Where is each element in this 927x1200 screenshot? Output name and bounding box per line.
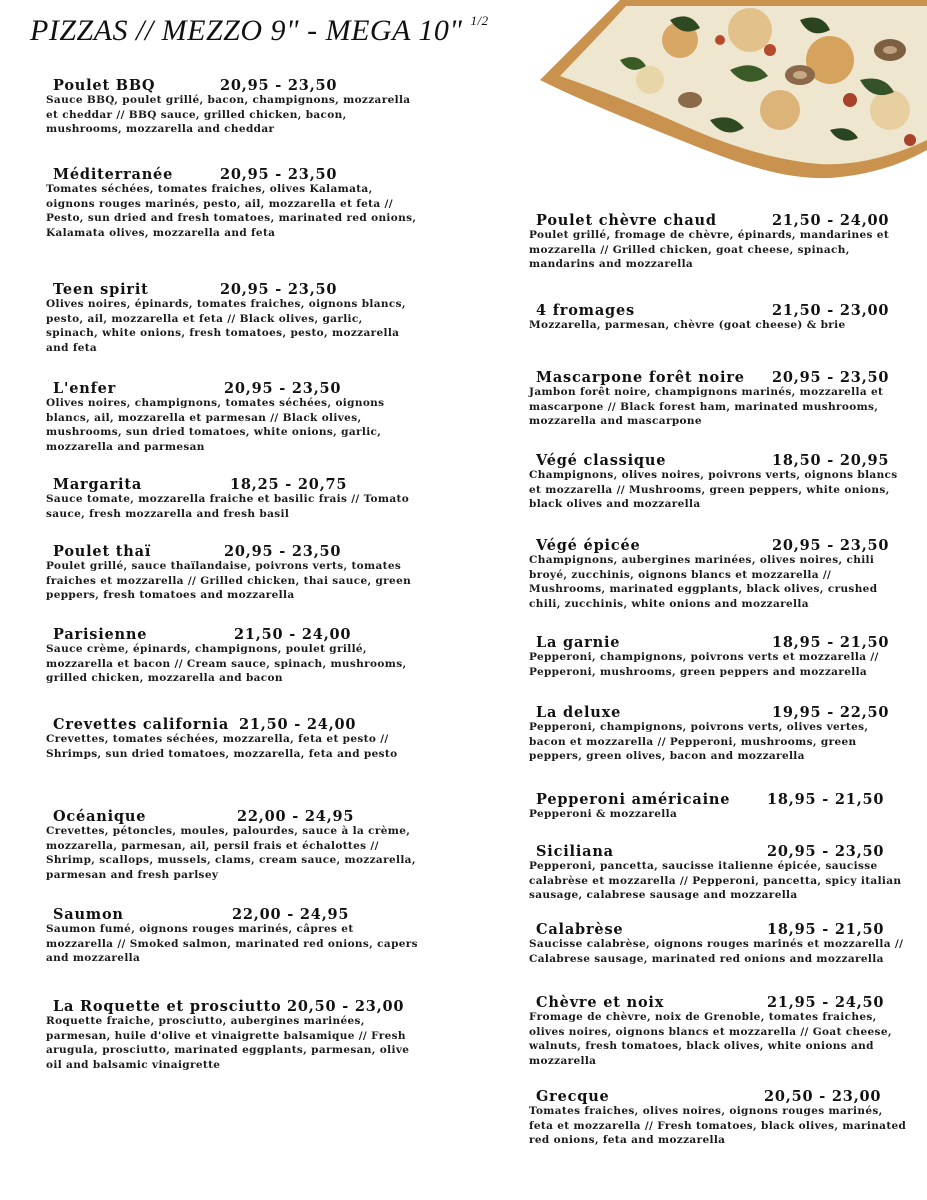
menu-item-price: 20,50 - 23,00 xyxy=(764,1088,882,1105)
menu-item xyxy=(529,843,909,903)
menu-item-name: Parisienne xyxy=(53,626,148,643)
menu-item-price: 20,95 - 23,50 xyxy=(224,380,342,397)
menu-item xyxy=(529,369,909,429)
menu-item-price: 21,50 - 24,00 xyxy=(234,626,352,643)
menu-item-price: 18,50 - 20,95 xyxy=(772,452,890,469)
menu-item-header xyxy=(529,302,909,324)
menu-item-header xyxy=(529,369,909,391)
menu-item xyxy=(529,994,909,1068)
menu-item-name: Calabrèse xyxy=(536,921,624,938)
menu-item-header xyxy=(529,994,909,1016)
menu-item-price: 22,00 - 24,95 xyxy=(232,906,350,923)
menu-item-name: Océanique xyxy=(53,808,147,825)
menu-item-description: Sauce tomate, mozzarella fraiche et basilic frais // Tomato sauce, fresh mozzarella and fresh basil xyxy=(46,493,410,520)
menu-item xyxy=(46,166,418,240)
menu-item-name: Chèvre et noix xyxy=(536,994,665,1011)
menu-item-header xyxy=(529,537,909,559)
pizza-photo xyxy=(530,0,927,190)
menu-item-description: Pepperoni & mozzarella xyxy=(529,808,678,820)
menu-item-header xyxy=(529,791,909,813)
menu-item-name: Poulet BBQ xyxy=(53,77,156,94)
menu-item-description: Jambon forêt noire, champignons marinés, mozzarella et mascarpone // Black forest ham, marinated mushrooms, mozzarella and mascarpone xyxy=(529,386,884,428)
menu-item-name: La Roquette et prosciutto xyxy=(53,998,282,1015)
menu-item-name: 4 fromages xyxy=(536,302,635,319)
menu-item-name: La deluxe xyxy=(536,704,622,721)
menu-item-header xyxy=(46,476,418,498)
menu-item xyxy=(46,281,418,355)
menu-item-name: Grecque xyxy=(536,1088,610,1105)
menu-item-price: 21,50 - 24,00 xyxy=(772,212,890,229)
menu-item xyxy=(46,998,418,1072)
menu-item-description: Champignons, olives noires, poivrons verts, oignons blancs et mozzarella // Mushrooms, green peppers, white onions, black olives and mozzarella xyxy=(529,469,898,511)
menu-item-description: Poulet grillé, sauce thaïlandaise, poivrons verts, tomates fraiches et mozzarella // Grilled chicken, thai sauce, green peppers, fresh tomatoes and mozzarella xyxy=(46,560,412,602)
menu-item-description: Saumon fumé, oignons rouges marinés, câpres et mozzarella // Smoked salmon, marinated red onions, capers and mozzarella xyxy=(46,923,418,965)
menu-item-price: 20,50 - 23,00 xyxy=(287,998,405,1015)
menu-item xyxy=(529,791,909,822)
page-title xyxy=(30,14,489,48)
menu-item-name: Végé classique xyxy=(536,452,667,469)
menu-item-description: Sauce crème, épinards, champignons, poulet grillé, mozzarella et bacon // Cream sauce, spinach, mushrooms, grilled chicken, mozzarella and bacon xyxy=(46,643,407,685)
menu-item-header xyxy=(529,704,909,726)
menu-item-name: Pepperoni américaine xyxy=(536,791,731,808)
menu-item xyxy=(529,452,909,512)
menu-item xyxy=(529,302,909,333)
menu-item-header xyxy=(529,212,909,234)
menu-item-name: Saumon xyxy=(53,906,124,923)
menu-item-description: Tomates fraiches, olives noires, oignons rouges marinés, feta et mozzarella // Fresh tomatoes, black olives, marinated red onions, feta and mozzarella xyxy=(529,1105,907,1147)
menu-item xyxy=(46,906,418,966)
menu-item-description: Crevettes, pétoncles, moules, palourdes, sauce à la crème, mozzarella, parmesan, ail, persil frais et échalottes // Shrimp, scallops, mussels, clams, cream sauce, mozzarella, parmesan and fresh parlsey xyxy=(46,825,416,881)
menu-item-price: 18,95 - 21,50 xyxy=(767,791,885,808)
menu-item-header xyxy=(529,634,909,656)
menu-item-header xyxy=(46,626,418,648)
menu-item xyxy=(529,704,909,764)
menu-item-description: Fromage de chèvre, noix de Grenoble, tomates fraiches, olives noires, oignons blancs et mozzarella // Goat cheese, walnuts, fresh tomatoes, black olives, white onions and mozzarella xyxy=(529,1011,892,1067)
menu-item-description: Crevettes, tomates séchées, mozzarella, feta et pesto // Shrimps, sun dried tomatoes, mozzarella, feta and pesto xyxy=(46,733,398,760)
menu-item-header xyxy=(529,921,909,943)
menu-item-description: Olives noires, épinards, tomates fraiches, oignons blancs, pesto, ail, mozzarella et feta // Black olives, garlic, spinach, white onions, fresh tomatoes, pesto, mozzarella and feta xyxy=(46,298,406,354)
menu-item xyxy=(529,1088,909,1148)
menu-item-name: Teen spirit xyxy=(53,281,149,298)
menu-item-header xyxy=(46,543,418,565)
menu-item-name: Margarita xyxy=(53,476,143,493)
menu-item xyxy=(46,543,418,603)
menu-item-price: 20,95 - 23,50 xyxy=(772,369,890,386)
menu-item-description: Pepperoni, champignons, poivrons verts, olives vertes, bacon et mozzarella // Pepperoni, mushrooms, green peppers, green olives, bacon and mozzarella xyxy=(529,721,869,763)
menu-item-header xyxy=(529,843,909,865)
menu-item-header xyxy=(46,716,418,738)
menu-item-price: 21,95 - 24,50 xyxy=(767,994,885,1011)
menu-item-price: 20,95 - 23,50 xyxy=(220,77,338,94)
menu-item-name: Poulet thaï xyxy=(53,543,152,560)
menu-item-description: Pepperoni, champignons, poivrons verts et mozzarella // Pepperoni, mushrooms, green peppers and mozzarella xyxy=(529,651,879,678)
menu-item-price: 20,95 - 23,50 xyxy=(224,543,342,560)
menu-item-price: 18,95 - 21,50 xyxy=(767,921,885,938)
menu-item-description: Olives noires, champignons, tomates séchées, oignons blancs, ail, mozzarella et parmesan // Black olives, mushrooms, sun dried tomatoes, white onions, garlic, mozzarella and parmesan xyxy=(46,397,385,453)
menu-item-header xyxy=(46,906,418,928)
menu-item-header xyxy=(46,166,418,188)
menu-item-price: 20,95 - 23,50 xyxy=(220,281,338,298)
menu-item xyxy=(529,212,909,272)
menu-item-name: Crevettes california xyxy=(53,716,230,733)
menu-item xyxy=(46,77,418,137)
menu-item-header xyxy=(46,998,418,1020)
menu-item-price: 21,50 - 24,00 xyxy=(239,716,357,733)
menu-item xyxy=(46,716,418,761)
menu-item xyxy=(529,634,909,679)
menu-item-price: 20,95 - 23,50 xyxy=(220,166,338,183)
menu-item-price: 19,95 - 22,50 xyxy=(772,704,890,721)
menu-item-description: Sauce BBQ, poulet grillé, bacon, champignons, mozzarella et cheddar // BBQ sauce, grilled chicken, bacon, mushrooms, mozzarella and cheddar xyxy=(46,94,411,136)
menu-item-name: Siciliana xyxy=(536,843,614,860)
menu-item-header xyxy=(46,281,418,303)
menu-item xyxy=(46,626,418,686)
menu-item-price: 22,00 - 24,95 xyxy=(237,808,355,825)
menu-item-name: Mascarpone forêt noire xyxy=(536,369,745,386)
menu-item-price: 20,95 - 23,50 xyxy=(772,537,890,554)
menu-item-header xyxy=(46,77,418,99)
menu-item-price: 20,95 - 23,50 xyxy=(767,843,885,860)
menu-item-header xyxy=(529,452,909,474)
menu-item-name: Végé épicée xyxy=(536,537,641,554)
menu-item xyxy=(529,921,909,966)
menu-item-header xyxy=(529,1088,909,1110)
menu-item xyxy=(529,537,909,611)
menu-item-header xyxy=(46,380,418,402)
menu-item-description: Roquette fraiche, prosciutto, aubergines marinées, parmesan, huile d'olive et vinaigrette balsamique // Fresh arugula, prosciutto, marinated eggplants, parmesan, olive oil and balsamic vinaigrette xyxy=(46,1015,410,1071)
menu-item xyxy=(46,808,418,882)
menu-item-name: L'enfer xyxy=(53,380,117,397)
page-title-superscript: 1/2 xyxy=(470,13,489,28)
menu-item xyxy=(46,476,418,521)
menu-item-name: Méditerranée xyxy=(53,166,174,183)
menu-item-price: 18,25 - 20,75 xyxy=(230,476,348,493)
menu-item-description: Champignons, aubergines marinées, olives noires, chili broyé, zucchinis, oignons blancs et mozzarella // Mushrooms, marinated eggplants, black olives, crushed chili, zucchinis, white onions and mozzarella xyxy=(529,554,878,610)
menu-item-description: Saucisse calabrèse, oignons rouges marinés et mozzarella // Calabrese sausage, marinated red onions and mozzarella xyxy=(529,938,904,965)
menu-item-description: Pepperoni, pancetta, saucisse italienne épicée, saucisse calabrèse et mozzarella // Pepperoni, pancetta, spicy italian sausage, calabrese sausage and mozzarella xyxy=(529,860,902,902)
menu-item xyxy=(46,380,418,454)
menu-item-description: Tomates séchées, tomates fraiches, olives Kalamata, oignons rouges marinés, pesto, ail, mozzarella et feta // Pesto, sun dried and fresh tomatoes, marinated red onions, Kalamata olives, mozzarella and feta xyxy=(46,183,417,239)
menu-item-name: La garnie xyxy=(536,634,621,651)
page-title-text: PIZZAS // MEZZO 9" - MEGA 10" xyxy=(30,14,463,47)
menu-item-header xyxy=(46,808,418,830)
menu-item-description: Mozzarella, parmesan, chèvre (goat cheese) & brie xyxy=(529,319,846,331)
menu-item-price: 21,50 - 23,00 xyxy=(772,302,890,319)
menu-item-name: Poulet chèvre chaud xyxy=(536,212,717,229)
menu-item-description: Poulet grillé, fromage de chèvre, épinards, mandarines et mozzarella // Grilled chicken, goat cheese, spinach, mandarins and mozzarella xyxy=(529,229,890,271)
menu-item-price: 18,95 - 21,50 xyxy=(772,634,890,651)
